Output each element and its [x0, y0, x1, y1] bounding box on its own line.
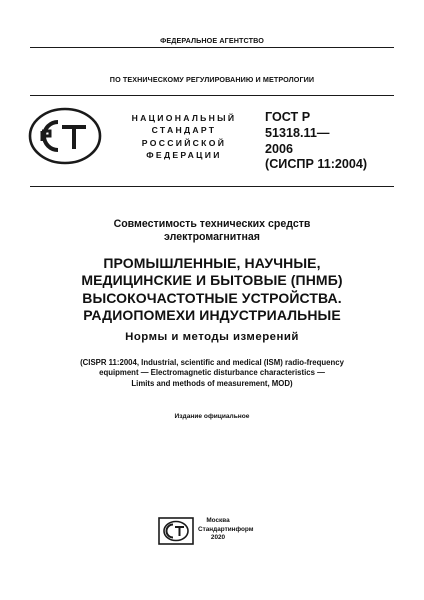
- main-title-line-2: МЕДИЦИНСКИЕ И БЫТОВЫЕ (ПНМБ): [81, 272, 343, 289]
- main-title-line-1: ПРОМЫШЛЕННЫЕ, НАУЧНЫЕ,: [103, 255, 321, 271]
- main-title-line-4: РАДИОПОМЕХИ ИНДУСТРИАЛЬНЫЕ: [83, 307, 341, 324]
- agency-name-line1: ФЕДЕРАЛЬНОЕ АГЕНТСТВО: [160, 36, 264, 45]
- norms-and-methods: Нормы и методы измерений: [125, 331, 299, 343]
- document-subtitle: [0, 218, 424, 245]
- publisher-year: 2020: [210, 534, 226, 542]
- divider-top: [30, 47, 394, 48]
- publisher-city: Москва: [206, 517, 230, 524]
- agency-name-line2: ПО ТЕХНИЧЕСКОМУ РЕГУЛИРОВАНИЮ И МЕТРОЛОГИИ: [109, 75, 315, 84]
- document-main-title: [0, 255, 424, 325]
- gost-r-emblem-icon: [28, 107, 102, 165]
- subtitle-line-1: Совместимость технических средств: [113, 218, 311, 230]
- national-line-4: ФЕДЕРАЦИИ: [146, 150, 222, 161]
- standartinform-logo-icon: [158, 517, 194, 545]
- divider-middle: [30, 95, 394, 96]
- standard-line-4: (СИСПР 11:2004): [265, 157, 368, 172]
- english-title: [0, 358, 424, 389]
- main-title-line-3: ВЫСОКОЧАСТОТНЫЕ УСТРОЙСТВА.: [82, 289, 342, 306]
- standard-line-3: 2006: [265, 141, 294, 156]
- edition-note: Издание официальное: [174, 413, 250, 420]
- national-line-3: РОССИЙСКОЙ: [141, 137, 227, 148]
- publisher-info: [198, 517, 254, 543]
- subtitle-line-2: электромагнитная: [164, 231, 260, 244]
- divider-bottom: [30, 186, 394, 187]
- english-line-2: equipment — Electromagnetic disturbance characteristics —: [99, 368, 325, 378]
- english-line-1: (CISPR 11:2004, Industrial, scientific and medical (ISM) radio-frequency: [80, 358, 344, 367]
- national-line-1: НАЦИОНАЛЬНЫЙ: [131, 113, 237, 123]
- standard-designation: [265, 110, 367, 173]
- national-line-2: СТАНДАРТ: [151, 125, 217, 136]
- standard-line-1: ГОСТ Р: [265, 110, 311, 124]
- english-line-3: Limits and methods of measurement, MOD): [131, 378, 293, 388]
- standard-line-2: 51318.11—: [265, 125, 330, 140]
- national-standard-label: [116, 112, 252, 162]
- publisher-name: Стандартинформ: [198, 525, 254, 533]
